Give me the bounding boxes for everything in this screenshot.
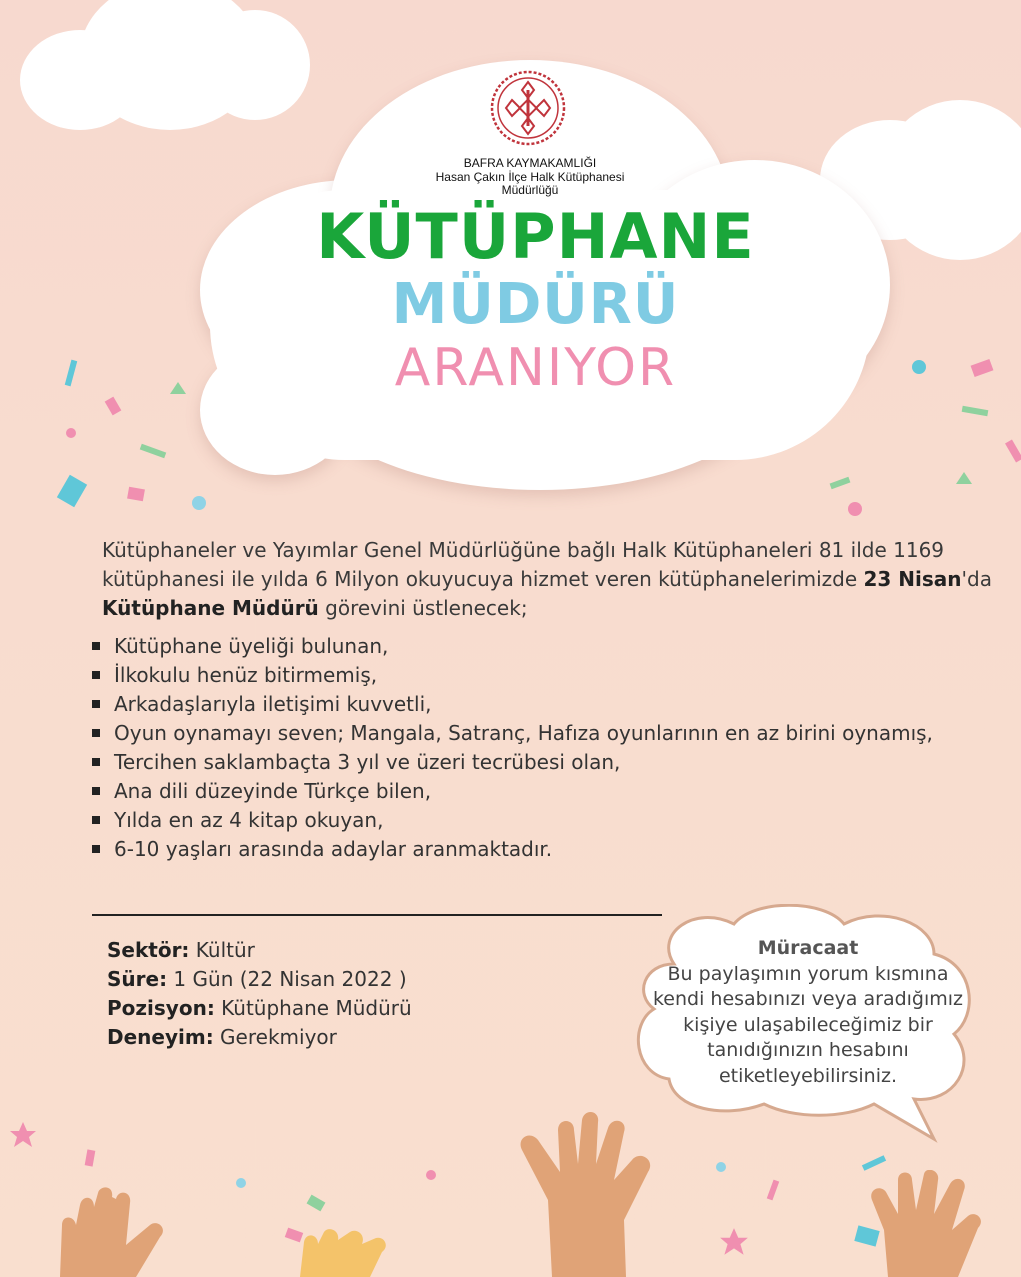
org-line-2: Hasan Çakın İlçe Halk Kütüphanesi	[435, 170, 625, 184]
list-item: Arkadaşlarıyla iletişimi kuvvetli,	[90, 690, 1010, 719]
confetti-icon	[127, 487, 145, 502]
confetti-icon	[66, 428, 76, 438]
detail-label: Deneyim:	[107, 1025, 214, 1049]
detail-value: Gerekmiyor	[213, 1025, 337, 1049]
detail-label: Sektör:	[107, 938, 190, 962]
confetti-icon	[862, 1155, 886, 1171]
application-title: Müracaat	[757, 937, 859, 959]
confetti-icon	[236, 1178, 246, 1188]
org-line-3: Müdürlüğü	[501, 183, 559, 197]
confetti-icon	[716, 1162, 726, 1172]
application-line: Bu paylaşımın yorum kısmına	[667, 962, 949, 985]
list-item: İlkokulu henüz bitirmemiş,	[90, 661, 1010, 690]
intro-paragraph	[102, 536, 1012, 623]
confetti-icon	[962, 406, 989, 416]
confetti-icon	[57, 475, 87, 508]
detail-sector	[107, 936, 412, 965]
hand-icon	[868, 1170, 1018, 1277]
requirements-list	[90, 632, 1010, 864]
detail-label: Süre:	[107, 967, 168, 991]
detail-value: Kütüphane Müdürü	[214, 996, 412, 1020]
confetti-icon	[1005, 439, 1021, 462]
hand-icon	[40, 1185, 200, 1277]
application-line: kendi hesabınızı veya aradığımız	[652, 988, 964, 1010]
confetti-icon	[85, 1149, 96, 1166]
intro-role: Kütüphane Müdürü	[102, 596, 319, 620]
confetti-icon	[767, 1180, 779, 1201]
application-text	[640, 936, 976, 1089]
list-item: Tercihen saklambaçta 3 yıl ve üzeri tecrübesi olan,	[90, 748, 1010, 777]
list-item: 6-10 yaşları arasında adaylar aranmaktadır.	[90, 835, 1010, 864]
detail-position	[107, 994, 412, 1023]
detail-duration	[107, 965, 412, 994]
detail-value: Kültür	[189, 938, 255, 962]
intro-text: görevini üstlenecek;	[318, 596, 528, 620]
title-line-2: MÜDÜRÜ	[391, 272, 680, 337]
list-item: Oyun oynamayı seven; Mangala, Satranç, Hafıza oyunlarının en az birini oynamış,	[90, 719, 1010, 748]
title-line-1: KÜTÜPHANE	[316, 200, 755, 273]
divider	[92, 914, 662, 916]
confetti-icon	[307, 1195, 326, 1212]
confetti-icon	[848, 502, 862, 516]
confetti-icon	[830, 477, 851, 489]
detail-label: Pozisyon:	[107, 996, 215, 1020]
application-line: etiketleyebilirsiniz.	[718, 1064, 897, 1087]
confetti-icon	[105, 397, 122, 416]
cloud-top-left	[200, 10, 310, 120]
application-line: kişiye ulaşabileceğimiz bir	[683, 1013, 933, 1036]
star-icon	[8, 1120, 38, 1150]
detail-value: 1 Gün (22 Nisan 2022 )	[167, 967, 407, 991]
intro-text: 'da	[961, 567, 992, 591]
org-line-1: BAFRA KAYMAKAMLIĞI	[463, 156, 597, 170]
confetti-icon	[426, 1170, 436, 1180]
list-item: Ana dili düzeyinde Türkçe bilen,	[90, 777, 1010, 806]
ministry-emblem-icon	[488, 68, 568, 148]
confetti-icon	[192, 496, 206, 510]
intro-text: Kütüphaneler ve Yayımlar Genel Müdürlüğüne bağlı Halk Kütüphaneleri 81 ilde 1169 kütüphanesi ile yılda 6 Milyon okuyucuya hizmet veren kütüphanelerimizde	[102, 538, 945, 591]
hand-icon	[290, 1228, 410, 1277]
confetti-icon	[956, 472, 972, 484]
confetti-icon	[140, 444, 166, 459]
list-item: Yılda en az 4 kitap okuyan,	[90, 806, 1010, 835]
hand-icon	[512, 1110, 682, 1277]
job-details	[107, 936, 412, 1052]
list-item: Kütüphane üyeliği bulunan,	[90, 632, 1010, 661]
star-icon	[718, 1226, 750, 1258]
title-line-3: ARANIYOR	[394, 338, 677, 398]
application-line: tanıdığınızın hesabını	[707, 1039, 909, 1061]
intro-date: 23 Nisan	[863, 567, 962, 591]
detail-experience	[107, 1023, 412, 1052]
